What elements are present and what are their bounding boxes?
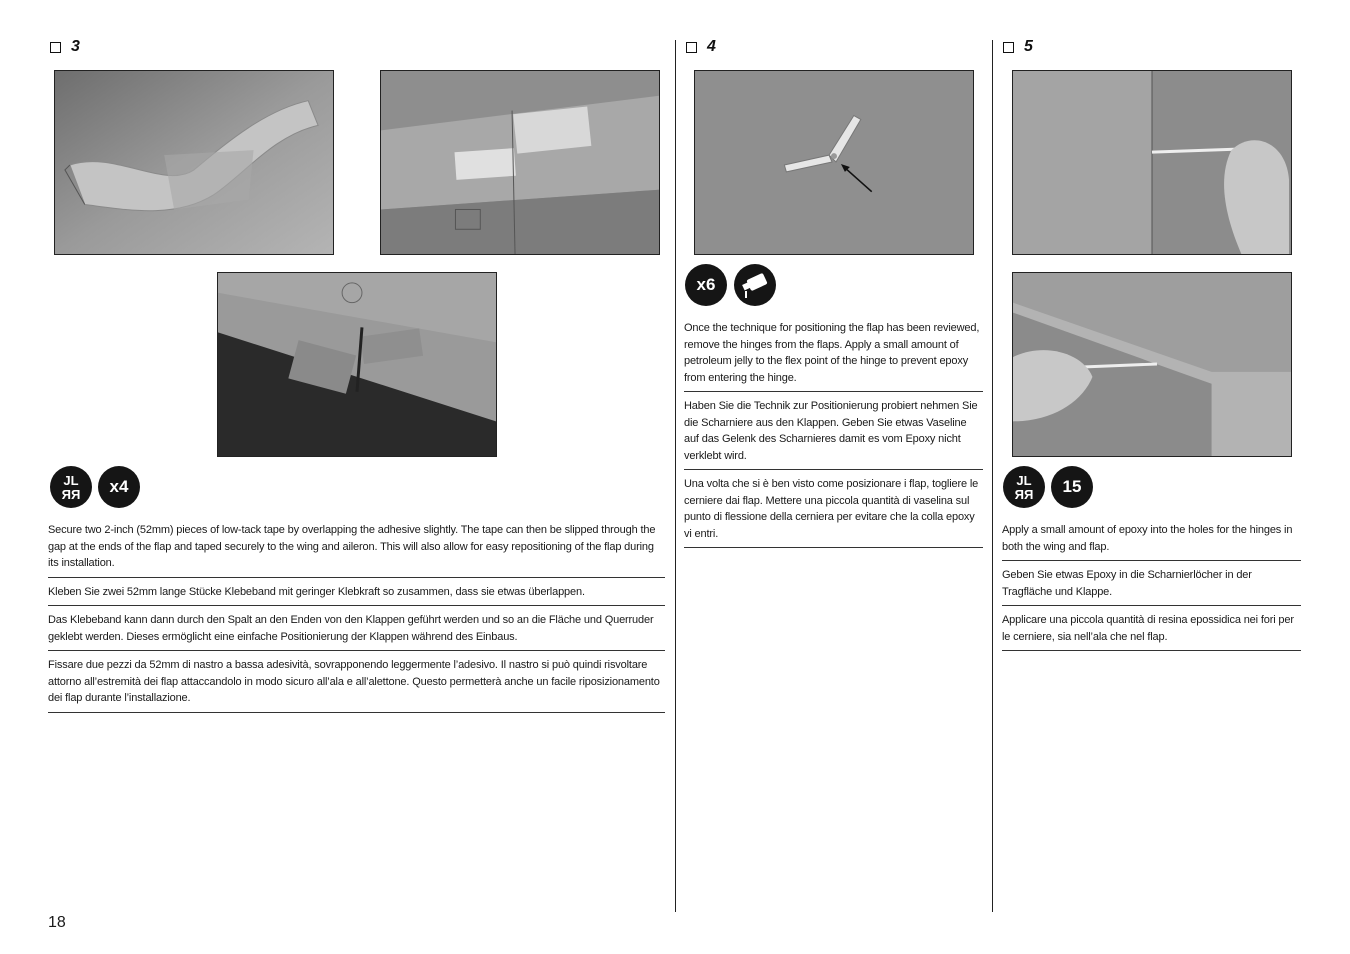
photo-epoxy-wing	[1012, 272, 1292, 457]
paragraph-it: Applicare una piccola quantità di resina epossidica nei fori per le cerniere, sia nell’ala che nel flap.	[1002, 606, 1301, 651]
petroleum-jelly-icon	[734, 264, 776, 306]
time-label: 15	[1062, 477, 1082, 496]
paragraph-de: Geben Sie etwas Epoxy in die Scharnierlöcher in der Tragfläche und Klappe.	[1002, 561, 1301, 606]
step-3-header	[50, 38, 80, 56]
step-5-text	[1002, 522, 1301, 651]
svg-text:JL: JL	[1016, 473, 1032, 488]
paragraph-de: Haben Sie die Technik zur Positionierung probiert nehmen Sie die Scharniere aus den Klappen. Geben Sie etwas Vaseline auf das Gelenk des Scharnieres damit es vom Epoxy nicht verklebt wird.	[684, 392, 983, 470]
photo-epoxy-flap	[1012, 70, 1292, 255]
page-number: 18	[48, 914, 66, 931]
quantity-badge	[98, 466, 140, 508]
quantity-label: x4	[109, 477, 129, 496]
svg-text:JL: JL	[63, 473, 79, 488]
tape-icon	[50, 466, 92, 508]
svg-text:RR: RR	[1014, 487, 1034, 502]
paragraph-de-2: Das Klebeband kann dann durch den Spalt an den Enden von den Klappen geführt werden und so an die Fläche und Querruder geklebt werden. Dieses ermöglicht eine einfache Positionierung der Klappen während des Einbaus.	[48, 606, 665, 651]
step-number: 4	[707, 38, 716, 55]
step-number: 5	[1024, 38, 1033, 55]
tape-icon	[1003, 466, 1045, 508]
paragraph-en: Secure two 2-inch (52mm) pieces of low-tack tape by overlapping the adhesive slightly. The tape can then be slipped through the gap at the ends of the flap and taped securely to the wing and aileron. This will also allow for easy repositioning of the flap during its installation.	[48, 522, 665, 578]
paragraph-it: Una volta che si è ben visto come posizionare i flap, togliere le cerniere dai flap. Mettere una piccola quantità di vaselina sul punto di flessione della cerniera per evitare che la colla epoxy vi entri.	[684, 470, 983, 548]
paragraph-de: Kleben Sie zwei 52mm lange Stücke Klebeband mit geringer Klebkraft so zusammen, dass sie etwas überlappen.	[48, 578, 665, 607]
photo-flap-tape-installed	[217, 272, 497, 457]
column-divider	[675, 40, 676, 912]
time-badge	[1051, 466, 1093, 508]
quantity-label: x6	[696, 275, 716, 294]
paragraph-en: Once the technique for positioning the flap has been reviewed, remove the hinges from the flaps. Apply a small amount of petroleum jelly to the flex point of the hinge to prevent epoxy from entering the hinge.	[684, 320, 983, 392]
step-checkbox[interactable]	[50, 42, 61, 53]
photo-tape-pieces	[54, 70, 334, 255]
photo-wing-taped	[380, 70, 660, 255]
photo-hinge	[694, 70, 974, 255]
step-4-header	[686, 38, 716, 56]
svg-text:RR: RR	[61, 487, 81, 502]
step-number: 3	[71, 38, 80, 55]
paragraph-it: Fissare due pezzi da 52mm di nastro a bassa adesività, sovrapponendo leggermente l’adesivo. Il nastro si può quindi risvoltare attorno all’estremità dei flap attaccandolo in modo sicuro all’ala e all’alettone. Questo permetterà anche un facile riposizionamento dei flap durante l’installazione.	[48, 651, 665, 713]
step-5-header	[1003, 38, 1033, 56]
step-checkbox[interactable]	[686, 42, 697, 53]
quantity-badge	[685, 264, 727, 306]
column-divider	[992, 40, 993, 912]
step-3-text	[48, 522, 665, 713]
step-checkbox[interactable]	[1003, 42, 1014, 53]
paragraph-en: Apply a small amount of epoxy into the holes for the hinges in both the wing and flap.	[1002, 522, 1301, 561]
step-4-text	[684, 320, 983, 548]
